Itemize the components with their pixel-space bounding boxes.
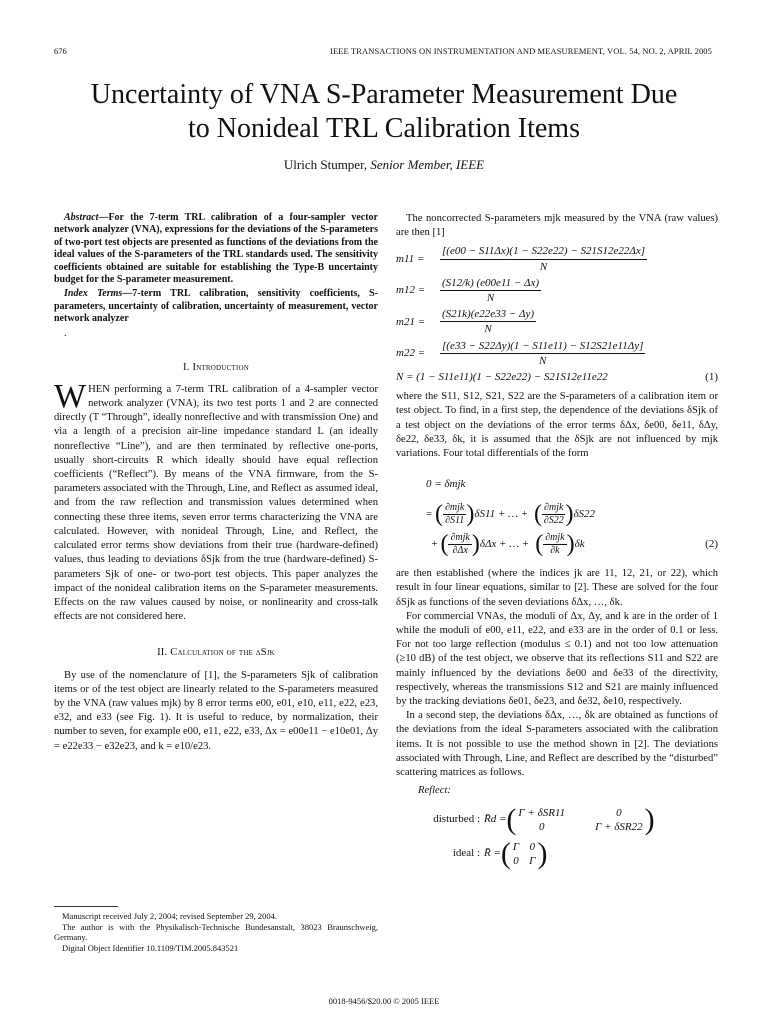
m12-numerator: (S12/k) (e00e11 − Δx): [440, 276, 541, 291]
title-line-1: Uncertainty of VNA S-Parameter Measurement Due: [90, 79, 678, 110]
partial-s11: [443, 502, 466, 527]
title-line-2: to Nonideal TRL Calibration Items: [188, 113, 580, 144]
copyright-line: 0018-9456/$20.00 © 2005 IEEE: [328, 996, 440, 1006]
m21-denominator: N: [484, 323, 492, 336]
disturbed-d21: 0: [539, 820, 545, 833]
equation-number-1: (1): [705, 371, 718, 384]
partial-s22-num: ∂mjk: [544, 501, 564, 513]
left-column: [54, 212, 378, 754]
abstract-text: —For the 7-term TRL calibration of a four-sampler vector network analyzer (VNA), expressions for the deviations of the S-parameters of two-port test objects are presented as functions of the deviations from the ideal values of the S-parameters of the TRL standards used. The sensitivity coefficients obtained are suitable for establishing the Type-B uncertainty budget for the S-parameter measurement.: [54, 212, 378, 286]
disturbed-matrix-row: [396, 802, 718, 836]
ideal-i21: 0: [513, 854, 519, 867]
index-terms: [54, 288, 378, 325]
author-line: [40, 157, 728, 173]
partial-s11-den: ∂S11: [445, 514, 465, 526]
m21-fraction: [440, 307, 536, 336]
equation-m22: [396, 339, 718, 368]
partial-dx-den: ∂Δx: [452, 544, 468, 556]
second-step-paragraph: In a second step, the deviations δΔx, …, δk are obtained as functions of the deviations from the ideal S-parameters associated with the calibration items. It is not possible to use the method shown in [2]. The deviations associated with Through, Line, and Reflect are described by the “disturbed” scattering matrices as follows.: [396, 710, 718, 779]
m21-numerator: (S21k)(e22e33 − Δy): [440, 307, 536, 322]
disturbed-d12: 0: [616, 806, 622, 819]
equation-2-line-3: + ( $\frac{\text{∂mjk}}{\partial\Delta x}$ ) δΔx + … + ( $\frac{\text{∂mjk}}{\partial k}$ ) δk (2): [426, 531, 718, 558]
m12-fraction: [440, 276, 541, 305]
footnote-rule: [54, 906, 118, 907]
moduli-paragraph: For commercial VNAs, the moduli of Δx, Δy, and k are in the order of 1 while the moduli of e00, e11, e22, and e33 are in the order of 0.1 or less. For not too large reflection (modulus ≤ 0.1) and not too low attenuation (≥10 dB) of the test object, we observe that its reflections S11 and S22 are mainly influenced by the deviations δe00 and δe33 of the directivity, respectively, whereas the transmissions S12 and S21 are mainly influenced by the tracking deviations δe01, δe23, and δe32, δe10, respectively.: [396, 610, 718, 708]
index-terms-lead: Index Terms: [64, 288, 123, 300]
abstract-lead: Abstract: [64, 212, 99, 223]
eq2-term-2: δS22: [573, 508, 596, 521]
m22-fraction: [440, 339, 645, 368]
m22-lhs: m22 =: [396, 347, 426, 360]
introduction-text: HEN performing a 7-term TRL calibration of a 4-sampler vector network analyzer (VNA), its two test ports 1 and 2 are connected directly (T “Through”, ideally nonreflective and with transmission One) and via a length of a precision air-line impedance standard L (an ideally nonreflective “Line”), and are then terminated by reflective one-ports, usually short-circuits R which ideally should have equal reflection coefficients (“Reflect”). By means of the VNA firmware, from the S-parameters associated with the Through, Line, and Reflect as assumed ideal, and from the raw reflection and transmission values determined when connecting these three items, seven error terms characterizing the VNA are calculated. However, with nonideal Through, Line, and Reflect, the calculated error terms show deviations from their true (hardware-defined) values, thus leading to deviations δSjk from the true (hardware-defined) S-parameters Sjk of one- or two-port test objects. This paper analyzes the impact of the nonideal calibration items on the S-parameter measurements. Effects on the raw values caused by noise, or nonlinearity and cross-talk effects are not considered here.: [54, 383, 378, 623]
page-number: 676: [54, 46, 67, 56]
raw-values-paragraph: The noncorrected S-parameters mjk measured by the VNA (raw values) are then [1]: [396, 213, 718, 239]
disturbed-d22: Γ + δSR22: [595, 820, 643, 833]
section-heading-introduction: I. Introduction: [183, 361, 249, 373]
footnote-doi: Digital Object Identifier 10.1109/TIM.2005.843521: [62, 942, 239, 953]
stray-dot: .: [64, 327, 67, 339]
eq2-term-1: δS11 + … +: [474, 508, 529, 521]
m22-numerator: [(e33 − S22Δy)(1 − S11e11) − S12S21e11Δy]: [440, 339, 645, 354]
ideal-matrix-row: [396, 836, 718, 870]
linear-equations-paragraph: are then established (where the indices jk are 11, 12, 21, or 22), which result in four linear equations, similar to [2]. These are solved for the four δSjk as functions of the seven deviations δΔx, …, δk.: [396, 568, 718, 608]
disturbed-lhs: R̄d =: [484, 813, 507, 826]
abstract: [54, 212, 378, 286]
reflect-label: Reflect:: [418, 785, 451, 797]
partial-k: [543, 532, 566, 557]
partial-s22: [542, 502, 565, 527]
author-name: Ulrich Stumper,: [283, 157, 368, 172]
m12-lhs: m12 =: [396, 284, 426, 297]
disturbed-d11: Γ + δSR11: [518, 806, 566, 819]
drop-cap: W: [54, 377, 87, 415]
eq2-term-4: δk: [574, 538, 585, 551]
partial-s11-num: ∂mjk: [444, 501, 465, 513]
footnote-author-info: The author is with the Physikalisch-Technische Bundesanstalt, 38023 Braunschweig, Germany.: [54, 921, 378, 943]
ideal-i11: Γ: [512, 840, 520, 853]
eq2-term-3: δΔx + … +: [479, 538, 530, 551]
partial-dx: [448, 532, 471, 557]
partial-dx-num: ∂mjk: [450, 531, 470, 543]
ideal-lhs: R̄ =: [484, 847, 501, 860]
m21-lhs: m21 =: [396, 315, 426, 328]
equation-n: [396, 370, 718, 384]
m11-lhs: m11 =: [396, 253, 425, 265]
m11-numerator: [(e00 − S11Δx)(1 − S22e22) − S21S12e22Δx]: [440, 244, 647, 259]
deviations-paragraph: where the S11, S12, S21, S22 are the S-parameters of a calibration item or test object. To find, in a first step, the dependence of the deviations δSjk of a test object on the deviations of the error terms δΔx, δe00, δe11, δΔy, δe22, δe33, δk, it is assumed that the δSjk are not influenced by mjk variations. Four total differentials of the form: [396, 391, 718, 460]
section-heading-calculation: II. Calculation of the δSjk: [157, 647, 275, 659]
equation-m11: [396, 244, 718, 273]
equation-2-line-1: [426, 469, 718, 499]
disturbed-label: disturbed :: [433, 813, 480, 826]
disturbed-matrix: ( Γ + δSR11 0 0 Γ + δSR22 ): [506, 802, 655, 836]
equation-2-line-2: = ( $\frac{\text{∂mjk}}{\partial S11}$ ) δS11 + … + ( $\frac{\text{∂mjk}}{\partial S22}$ ) δS22: [426, 501, 596, 528]
ideal-matrix: ( Γ 0 0 Γ ): [500, 836, 548, 870]
partial-k-den: ∂k: [550, 544, 560, 556]
running-header: IEEE TRANSACTIONS ON INSTRUMENTATION AND MEASUREMENT, VOL. 54, NO. 2, APRIL 2005: [330, 46, 712, 56]
equation-1: [396, 244, 718, 384]
equation-number-2: (2): [705, 538, 718, 551]
author-affiliation: Senior Member, IEEE: [370, 157, 485, 172]
introduction-paragraph: [54, 377, 378, 624]
m12-denominator: N: [486, 292, 495, 305]
ideal-i12: 0: [529, 840, 536, 853]
right-column: [396, 212, 718, 873]
paper-title: [40, 78, 728, 146]
equation-2: [426, 469, 718, 559]
partial-k-num: ∂mjk: [545, 531, 565, 543]
footnote-received: Manuscript received July 2, 2004; revised September 29, 2004.: [62, 911, 278, 921]
ideal-i22: Γ: [529, 854, 536, 867]
m11-fraction: [440, 244, 647, 273]
reflect-matrices: [396, 802, 718, 870]
index-terms-text: —7-term TRL calibration, sensitivity coefficients, S-parameters, uncertainty of calibration, uncertainty of measurement, vector network analyzer: [54, 288, 378, 325]
partial-s22-den: ∂S22: [543, 514, 564, 526]
n-definition: N = (1 − S11e11)(1 − S22e22) − S21S12e11e22: [396, 371, 608, 384]
m11-denominator: N: [539, 260, 548, 273]
eq2-lhs: 0 = δmjk: [426, 478, 466, 491]
m22-denominator: N: [539, 354, 547, 367]
ideal-label: ideal :: [452, 847, 480, 860]
footnotes: [54, 906, 378, 953]
calculation-paragraph: By use of the nomenclature of [1], the S-parameters Sjk of calibration items or of the test object are linearly related to the S-parameters measured by the VNA (raw values mjk) by 8 error terms e00, e01, e10, e11, e22, e23, e32, and e33 (see Fig. 1). It is useful to reduce, by normalization, their number to seven, for example e00, e11, e22, e33, Δx = e00e11 − e10e01, Δy = e22e33 − e32e23, and k = e10/e23.: [54, 669, 378, 752]
equation-m12: [396, 276, 718, 305]
equation-m21: [396, 307, 718, 336]
